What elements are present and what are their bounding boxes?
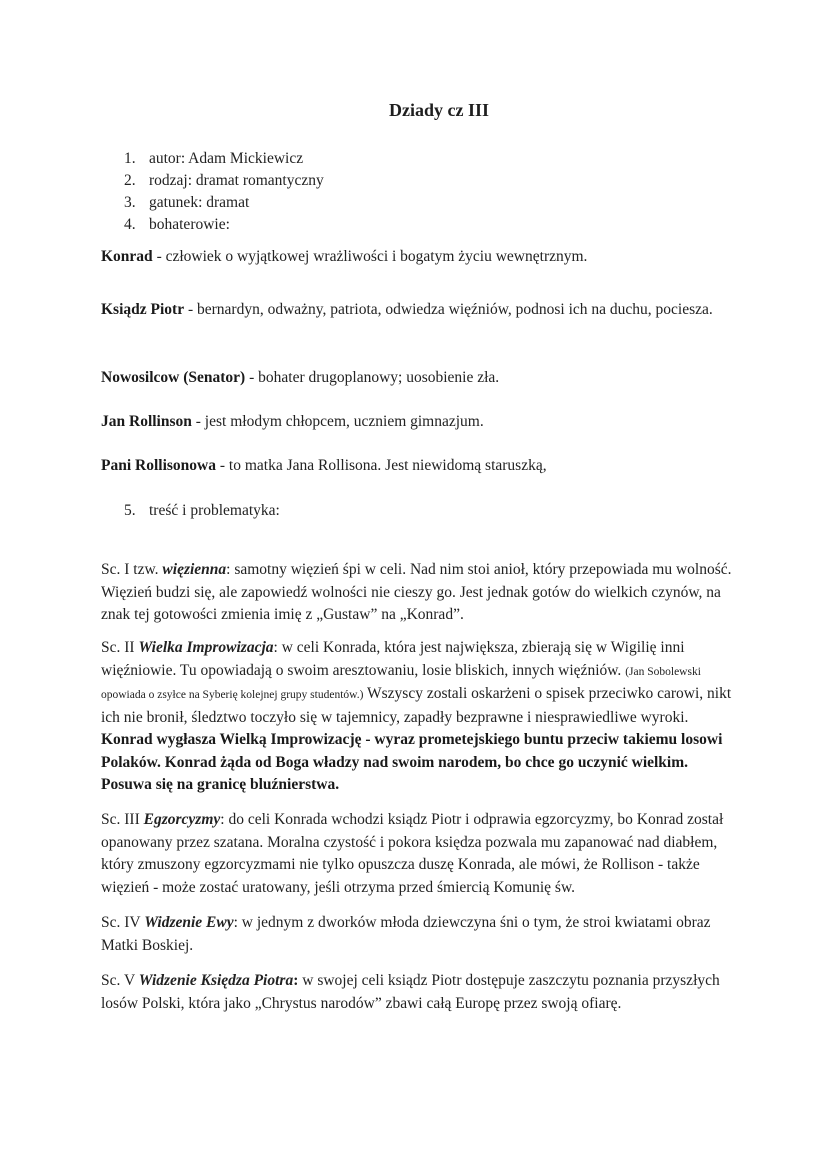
scene-4-paragraph: Sc. IV Widzenie Ewy: w jednym z dworków młoda dziewczyna śni o tym, że stroi kwiatami obraz Matki Boskiej. — [101, 914, 711, 954]
character-jan-rollinson: Jan Rollinson - jest młodym chłopcem, uczniem gimnazjum. — [101, 413, 484, 430]
scene-2-paragraph: Sc. II Wielka Improwizacja: w celi Konrada, która jest największa, zbierają się w Wigilię inni więźniowie. Tu opowiadają o swoim aresztowaniu, losie bliskich, innych więźniów. (Jan Sobolewski opowiada o zsyłce na Syberię kolejnej grupy studentów.) Wszyscy zostali oskarżeni o spisek przeciwko carowi, nikt ich nie bronił, śledztwo toczyło się w tajemnicy, zapadły bezprawne i niesprawiedliwe wyroki. Konrad wygłasza Wielką Improwizację - wyraz prometejskiego buntu przeciw takiemu losowi Polaków. Konrad żąda od Boga władzy nad swoim narodem, bo chce go uczynić wielkim. Posuwa się na granicę bluźnierstwa. — [101, 639, 732, 793]
scene-3-paragraph: Sc. III Egzorcyzmy: do celi Konrada wchodzi ksiądz Piotr i odprawia egzorcyzmy, bo Konrad został opanowany przez szatana. Moralna czystość i pokora księdza pozwala mu zapanować nad diabłem, który zmuszony egzorcyzmami nie tylko opuszcza duszę Konrada, ale mówi, że Rollison - także więzień - może zostać uratowany, jeśli otrzyma przed śmiercią Komunię św. — [101, 811, 724, 896]
list-item-tresc: 5. treść i problematyka: — [124, 502, 280, 519]
scene-2-footnote: (Jan Sobolewski opowiada o zsyłce na Syberię kolejnej grupy studentów.) — [101, 665, 701, 701]
scene-5-paragraph: Sc. V Widzenie Księdza Piotra: w swojej celi ksiądz Piotr dostępuje zaszczytu poznania przyszłych losów Polski, która jako „Chrystus narodów” zbawi całą Europę przez swoją ofiarę. — [101, 972, 720, 1012]
character-ksiadz-piotr: Ksiądz Piotr - bernardyn, odważny, patriota, odwiedza więźniów, podnosi ich na duchu, pociesza. — [101, 301, 713, 318]
scene-2-name: Wielka Improwizacja — [138, 639, 274, 656]
scene-3-name: Egzorcyzmy — [143, 811, 221, 828]
scene-5-name: Widzenie Księdza Piotra — [138, 972, 294, 989]
character-nowosilcow: Nowosilcow (Senator) - bohater drugoplanowy; uosobienie zła. — [101, 369, 500, 386]
character-pani-rollisonowa: Pani Rollisonowa - to matka Jana Rollisona. Jest niewidomą staruszką, — [101, 457, 547, 474]
list-item: 4. bohaterowie: — [124, 216, 230, 233]
scene-1-paragraph: Sc. I tzw. więzienna: samotny więzień śpi w celi. Nad nim stoi anioł, który przepowiada mu wolność. Więzień budzi się, ale zapowiedź wolności nie cieszy go. Jest jednak gotów do wielkich czynów, na znak tej gotowości zmienia imię z „Gustaw” na „Konrad”. — [101, 561, 732, 623]
scene-2-emphasis: Konrad wygłasza Wielką Improwizację - wyraz prometejskiego buntu przeciw takiemu losowi Polaków. Konrad żąda od Boga władzy nad swoim narodem, bo chce go uczynić wielkim. Posuwa się na granicę bluźnierstwa. — [101, 731, 723, 793]
scene-1-name: więzienna — [162, 561, 227, 578]
metadata-list — [124, 148, 324, 236]
list-item: 3. gatunek: dramat — [124, 194, 250, 211]
scene-4-name: Widzenie Ewy — [144, 914, 234, 931]
list-item: 1. autor: Adam Mickiewicz — [124, 150, 304, 167]
list-item: 2. rodzaj: dramat romantyczny — [124, 172, 324, 189]
character-konrad: Konrad - człowiek o wyjątkowej wrażliwości i bogatym życiu wewnętrznym. — [101, 248, 588, 265]
document-title: Dziady cz III — [389, 100, 489, 120]
